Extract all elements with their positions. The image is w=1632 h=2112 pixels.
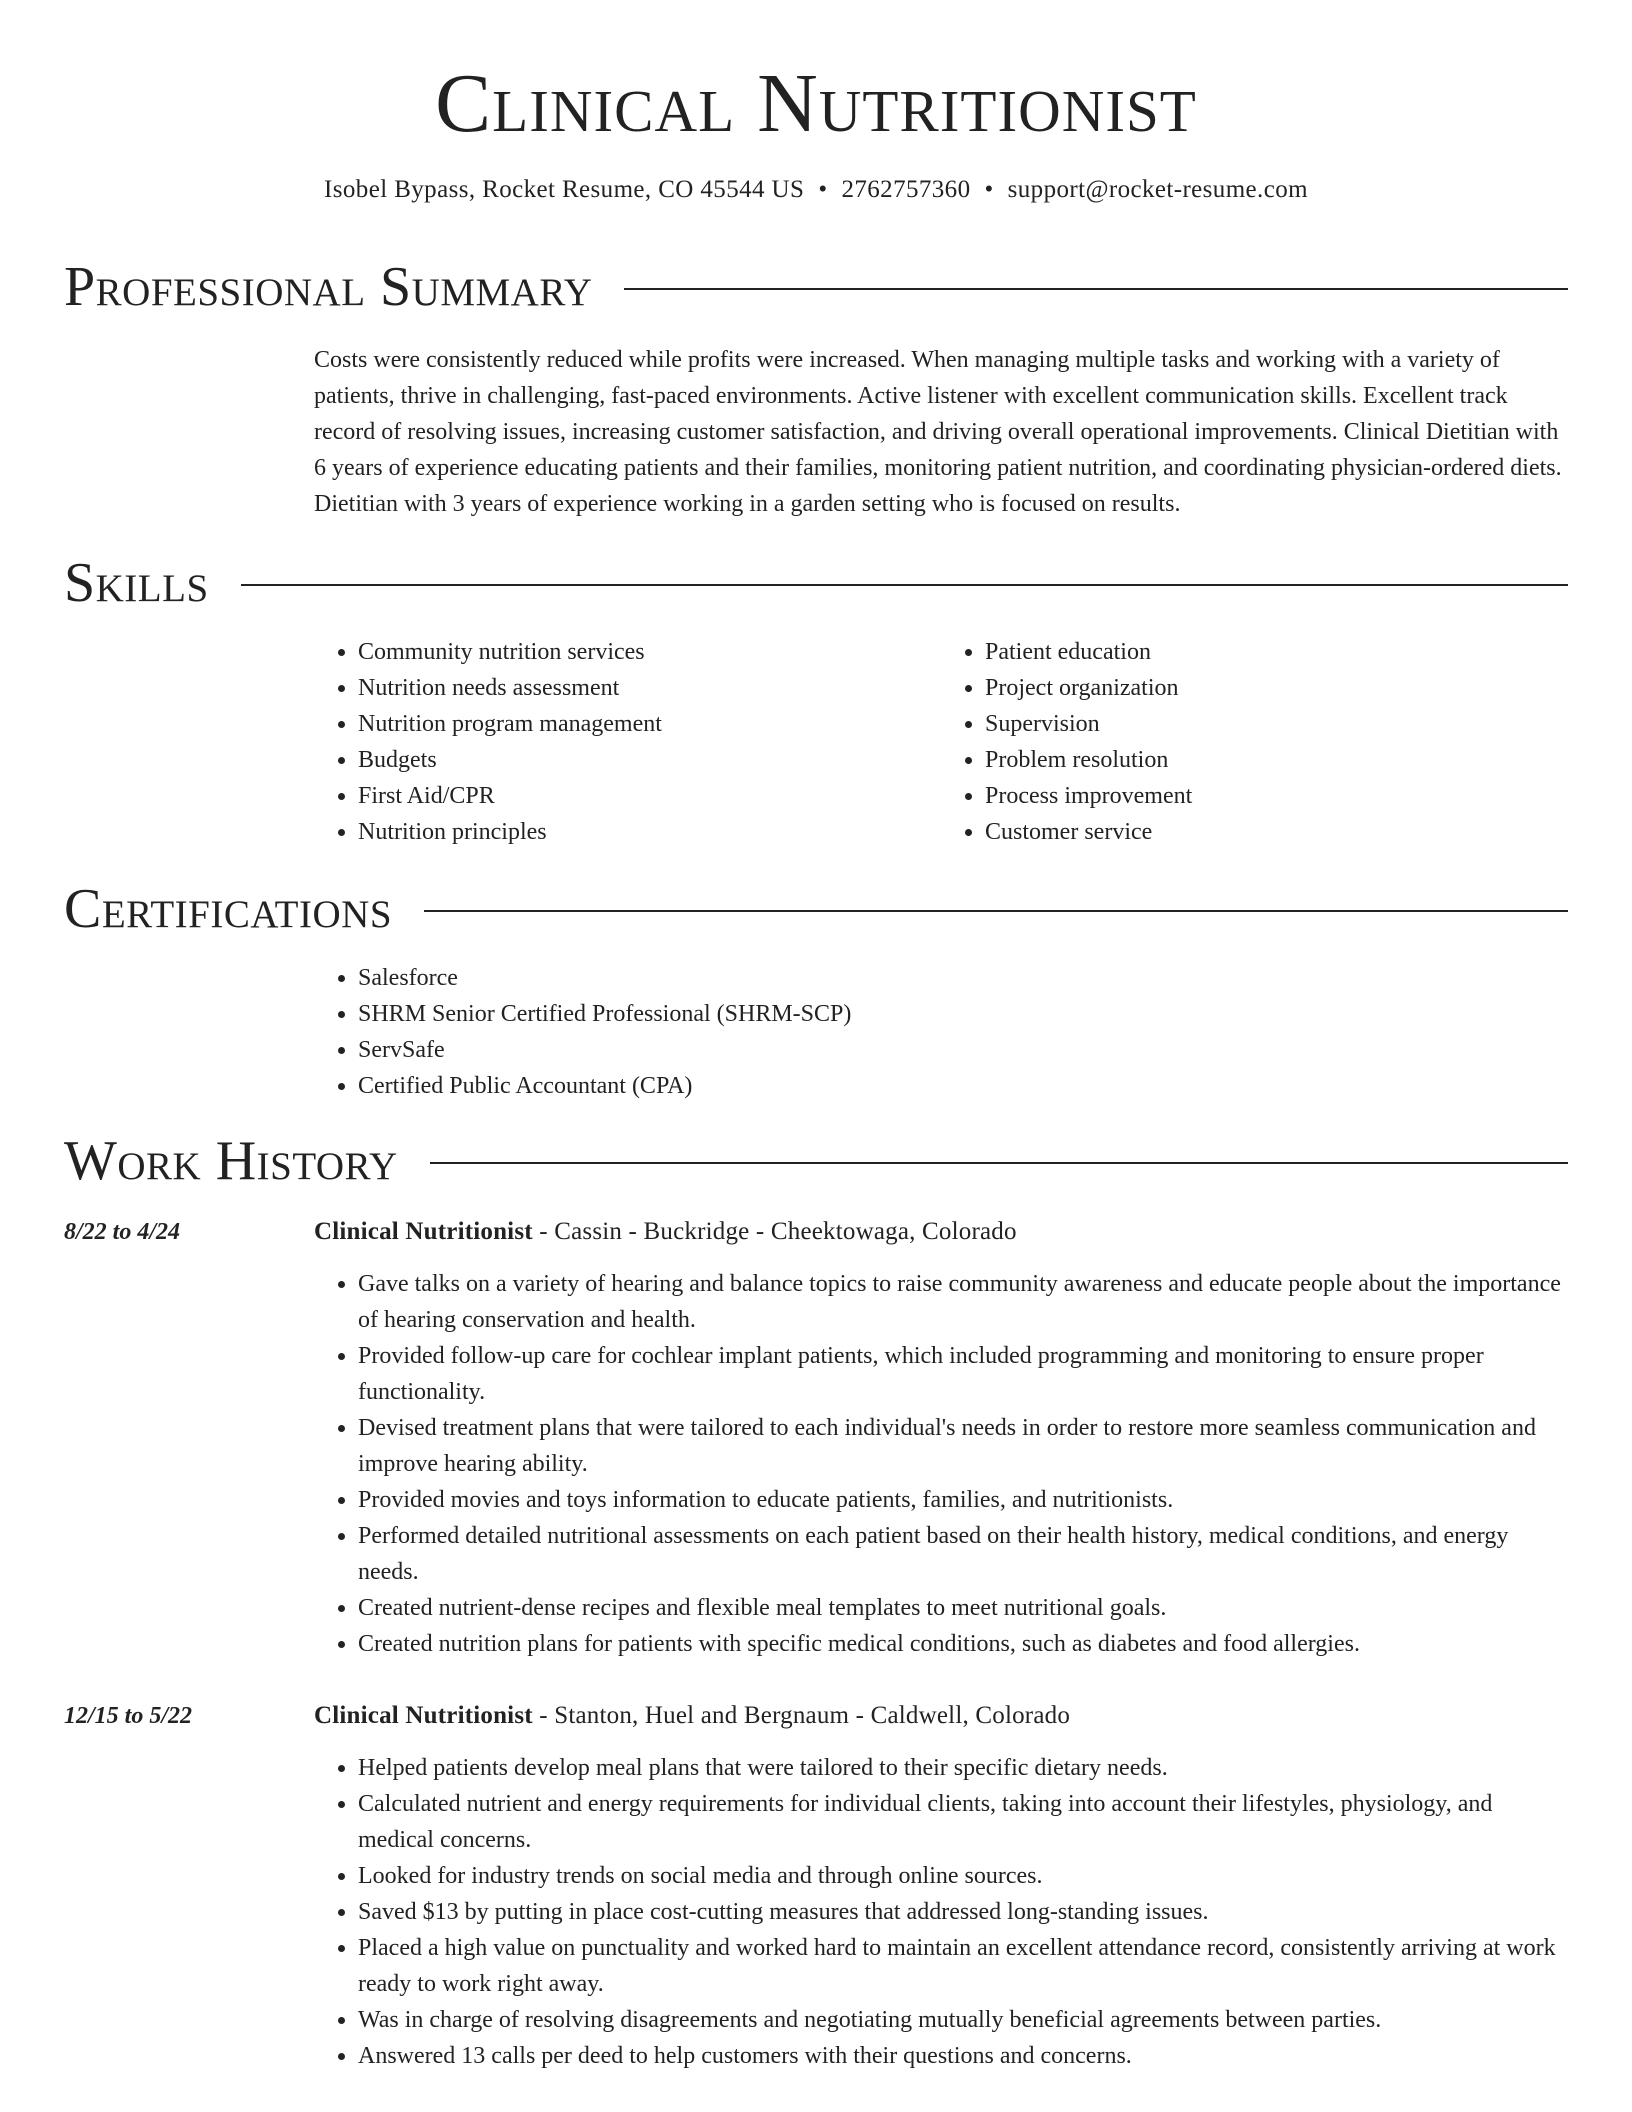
job-bullet: • Helped patients develop meal plans that were tailored to their specific dietary needs. <box>358 1750 1568 1786</box>
job-heading <box>314 1698 1568 1734</box>
section-divider <box>424 910 1568 912</box>
contact-separator: • <box>984 176 994 203</box>
certification-item: • ServSafe <box>358 1032 1568 1068</box>
skill-item: • Community nutrition services <box>358 634 941 670</box>
job-bullet: • Calculated nutrient and energy requirements for individual clients, taking into account their lifestyles, physiology, and medical concerns. <box>358 1786 1568 1858</box>
job-bullet: • Created nutrition plans for patients with specific medical conditions, such as diabetes and food allergies. <box>358 1626 1568 1662</box>
skills-list <box>314 634 1568 850</box>
skill-item: • First Aid/CPR <box>358 778 941 814</box>
skill-item: • Patient education <box>985 634 1568 670</box>
summary-section-header <box>64 256 1568 318</box>
job-bullet: • Looked for industry trends on social media and through online sources. <box>358 1858 1568 1894</box>
certifications-bullets <box>314 960 1568 1104</box>
skill-item: • Customer service <box>985 814 1568 850</box>
certifications-list <box>314 960 1568 1104</box>
skills-section-header <box>64 552 1568 614</box>
skill-item: • Process improvement <box>985 778 1568 814</box>
skills-section-title: Skills <box>64 552 209 614</box>
work-history-section-title: Work History <box>64 1130 398 1192</box>
skill-item: • Budgets <box>358 742 941 778</box>
job-bullet: • Placed a high value on punctuality and worked hard to maintain an excellent attendance record, consistently arriving at work ready to work right away. <box>358 1930 1568 2002</box>
summary-text: Costs were consistently reduced while profits were increased. When managing multiple tasks and working with a variety of patients, thrive in challenging, fast-paced environments. Active listener with excellent communication skills. Excellent track record of resolving issues, increasing customer satisfaction, and driving overall operational improvements. Clinical Dietitian with 6 years of experience educating patients and their families, monitoring patient nutrition, and coordinating physician-ordered diets. Dietitian with 3 years of experience working in a garden setting who is focused on results. <box>314 347 1562 517</box>
job-bullet: • Was in charge of resolving disagreements and negotiating mutually beneficial agreements between parties. <box>358 2002 1568 2038</box>
contact-phone: 2762757360 <box>841 176 971 203</box>
job-dates: 12/15 to 5/22 <box>64 1703 193 1729</box>
job-bullet: • Gave talks on a variety of hearing and balance topics to raise community awareness and educate people about the importance of hearing conservation and health. <box>358 1266 1568 1338</box>
job-title: Clinical Nutritionist <box>314 1702 533 1729</box>
skill-item: • Problem resolution <box>985 742 1568 778</box>
skill-item: • Supervision <box>985 706 1568 742</box>
job-bullet: • Performed detailed nutritional assessments on each patient based on their health history, medical conditions, and energy needs. <box>358 1518 1568 1590</box>
contact-separator: • <box>818 176 828 203</box>
skill-item: • Nutrition needs assessment <box>358 670 941 706</box>
contact-email: support@rocket-resume.com <box>1007 176 1308 203</box>
job-bullet: • Provided follow-up care for cochlear implant patients, which included programming and monitoring to ensure proper functionality. <box>358 1338 1568 1410</box>
contact-line <box>64 174 1568 206</box>
job-bullet: • Devised treatment plans that were tailored to each individual's needs in order to restore more seamless communication and improve hearing ability. <box>358 1410 1568 1482</box>
certification-item: • Certified Public Accountant (CPA) <box>358 1068 1568 1104</box>
job-title: Clinical Nutritionist <box>314 1218 533 1245</box>
skill-item: • Nutrition principles <box>358 814 941 850</box>
job-entry <box>64 1698 1568 2074</box>
job-bullet: • Provided movies and toys information to educate patients, families, and nutritionists. <box>358 1482 1568 1518</box>
skills-column-right <box>941 634 1568 850</box>
contact-address: Isobel Bypass, Rocket Resume, CO 45544 US <box>324 176 805 203</box>
resume-name: Clinical Nutritionist <box>435 57 1197 150</box>
job-employer: - Stanton, Huel and Bergnaum - Caldwell, Colorado <box>532 1702 1071 1729</box>
skill-item: • Project organization <box>985 670 1568 706</box>
job-dates: 8/22 to 4/24 <box>64 1219 181 1245</box>
job-heading <box>314 1214 1568 1250</box>
section-divider <box>624 288 1568 290</box>
skills-column-left <box>314 634 941 850</box>
certifications-section-title: Certifications <box>64 878 393 940</box>
job-employer: - Cassin - Buckridge - Cheektowaga, Colorado <box>532 1218 1017 1245</box>
section-divider <box>430 1162 1568 1164</box>
job-bullet: • Answered 13 calls per deed to help customers with their questions and concerns. <box>358 2038 1568 2074</box>
certification-item: • Salesforce <box>358 960 1568 996</box>
certification-item: • SHRM Senior Certified Professional (SHRM-SCP) <box>358 996 1568 1032</box>
skill-item: • Nutrition program management <box>358 706 941 742</box>
certifications-section-header <box>64 878 1568 940</box>
job-bullets <box>314 1750 1568 2074</box>
job-details <box>314 1698 1568 2074</box>
job-details <box>314 1214 1568 1662</box>
job-entry <box>64 1214 1568 1662</box>
section-divider <box>241 584 1568 586</box>
summary-section-title: Professional Summary <box>64 256 593 318</box>
job-bullets <box>314 1266 1568 1662</box>
job-bullet: • Created nutrient-dense recipes and flexible meal templates to meet nutritional goals. <box>358 1590 1568 1626</box>
job-bullet: • Saved $13 by putting in place cost-cutting measures that addressed long-standing issues. <box>358 1894 1568 1930</box>
work-history-section-header <box>64 1130 1568 1192</box>
